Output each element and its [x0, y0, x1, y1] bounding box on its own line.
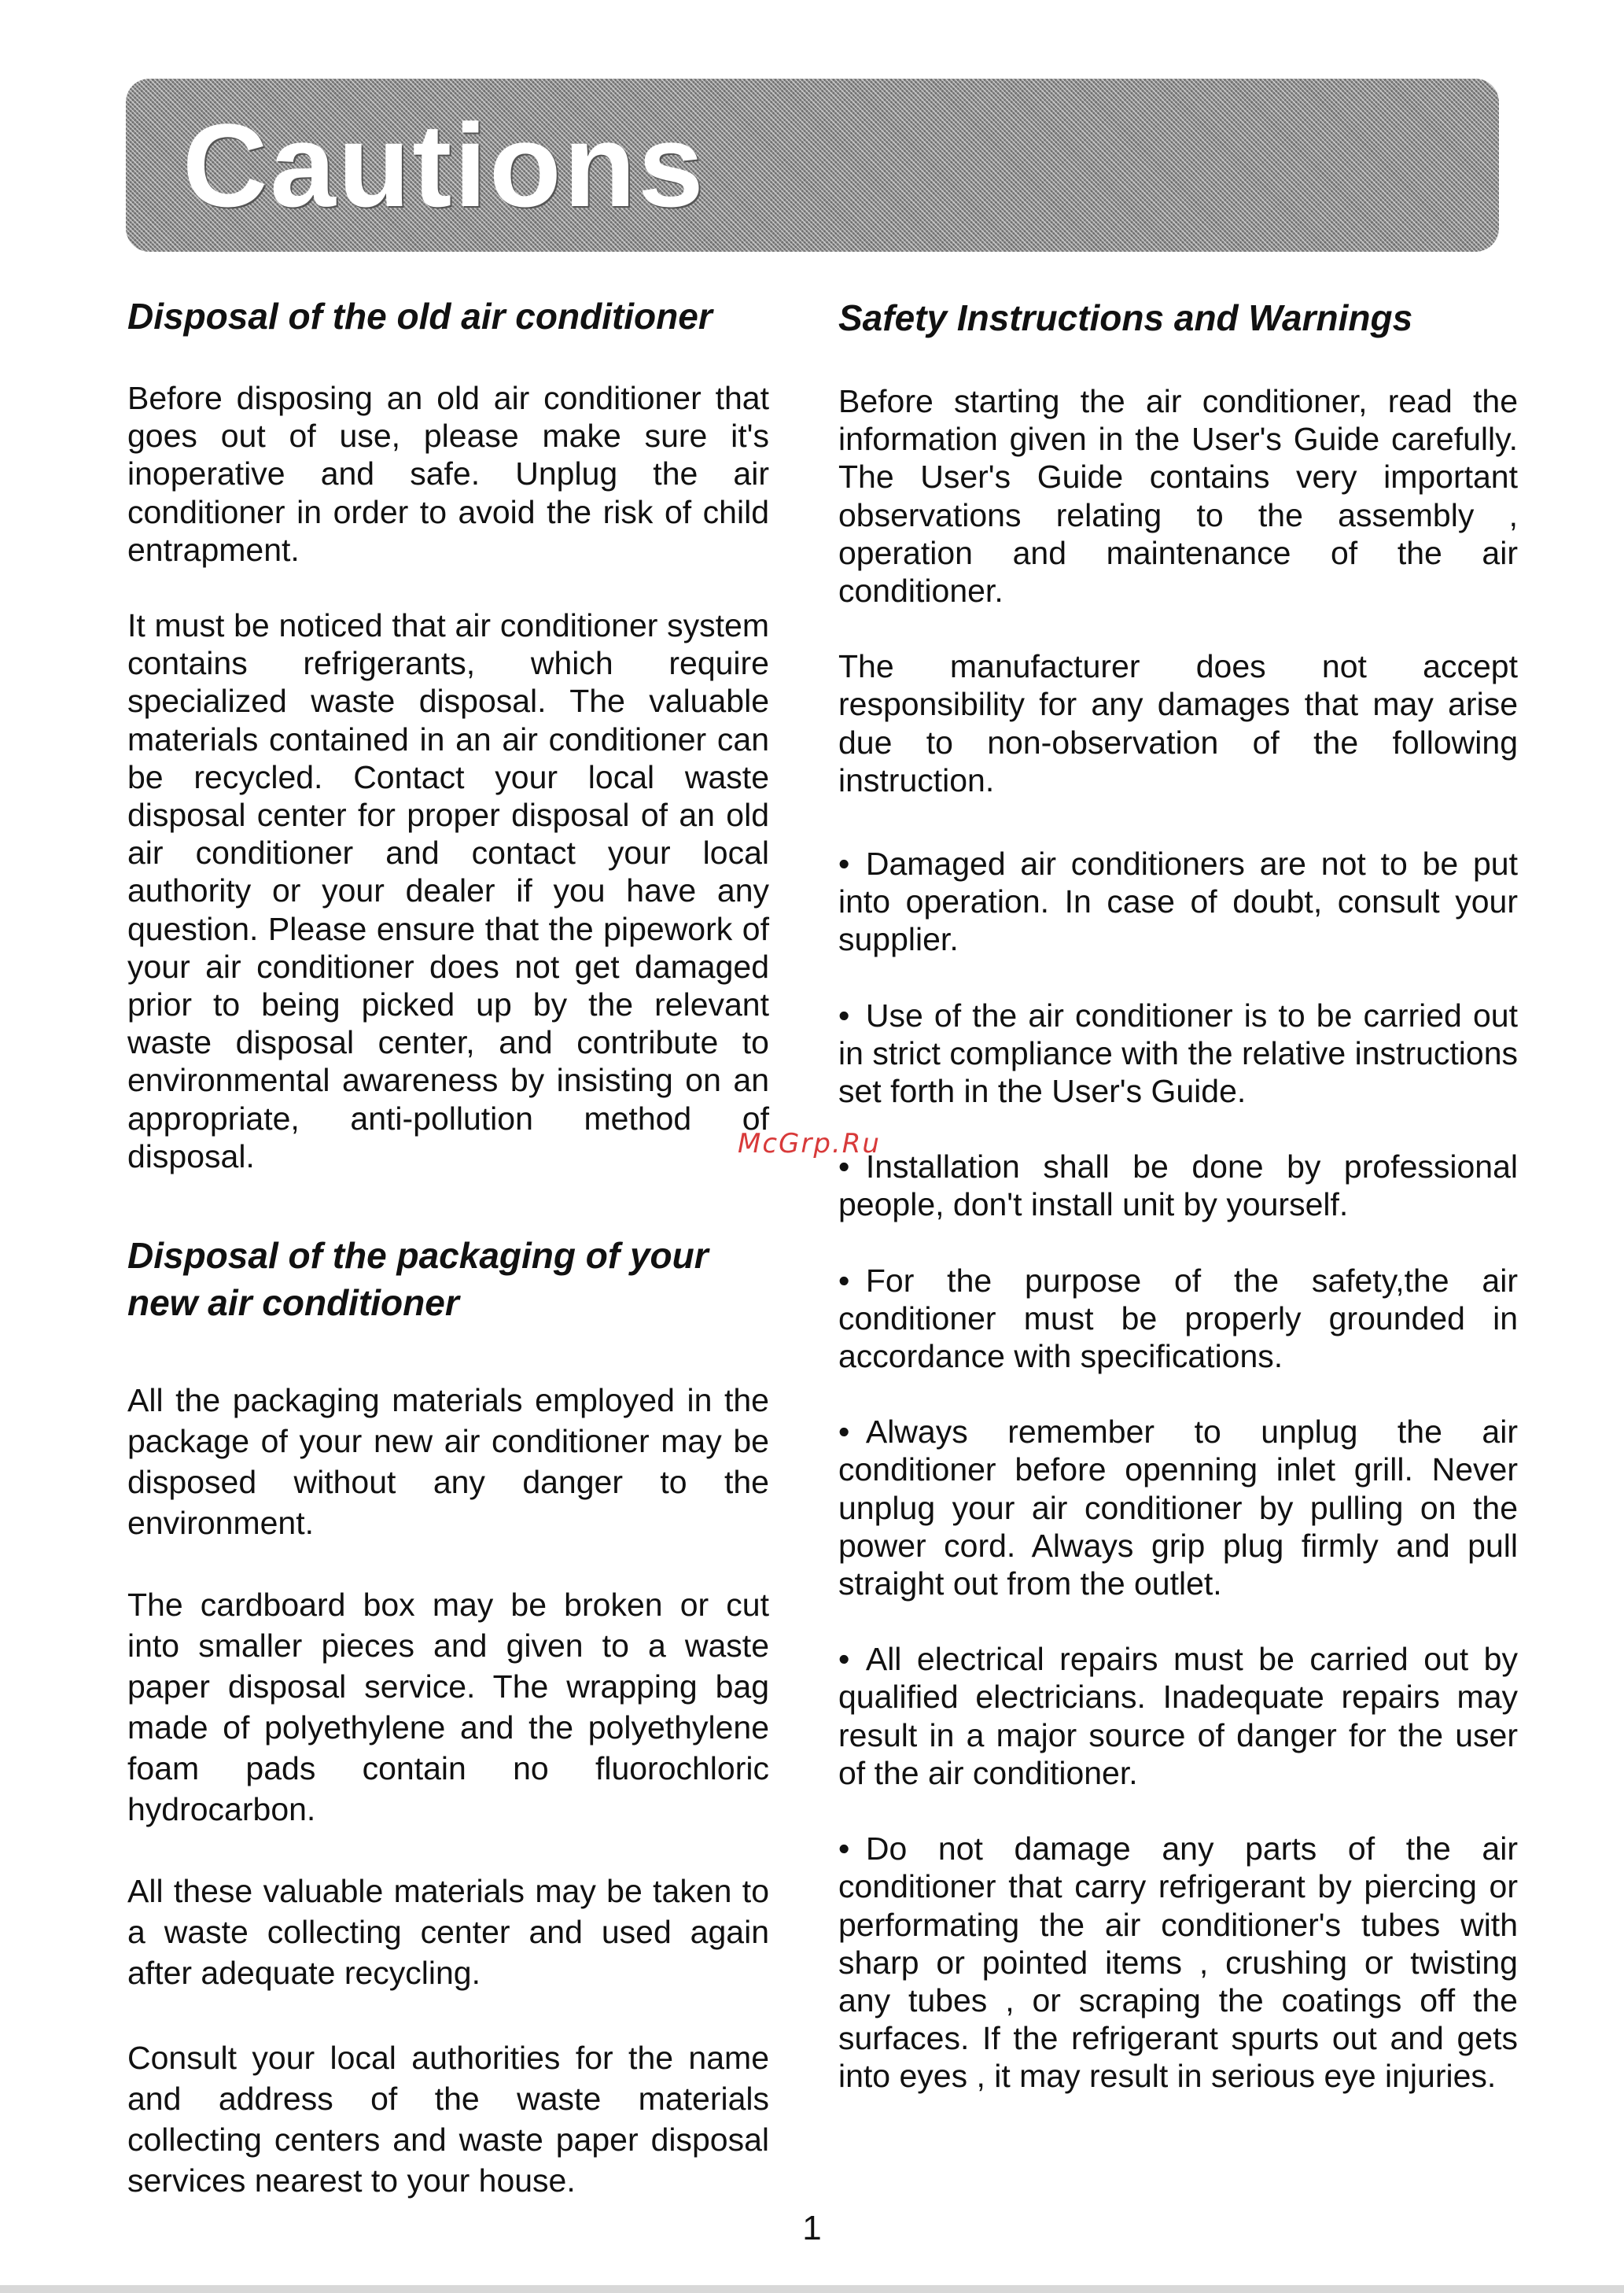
bullet-item: • For the purpose of the safety,the air conditioner must be properly grounded in accordance with specifications. — [838, 1262, 1518, 1376]
bullet-item: • Use of the air conditioner is to be carried out in strict compliance with the relative instructions set forth in the User's Guide. — [838, 997, 1518, 1111]
paragraph: All the packaging materials employed in the package of your new air conditioner may be disposed without any danger to the environment. — [127, 1382, 769, 1542]
bullet-item: • Installation shall be done by professional people, don't install unit by yourself. — [838, 1148, 1518, 1223]
bullet-item: • Damaged air conditioners are not to be put into operation. In case of doubt, consult your supplier. — [838, 845, 1518, 959]
paragraph: Consult your local authorities for the name and address of the waste materials collecting centers and waste paper disposal services nearest to your house. — [127, 2040, 769, 2199]
paragraph: Before disposing an old air conditioner that goes out of use, please make sure it's inoperative and safe. Unplug the air conditioner in order to avoid the risk of child entrapment. — [127, 380, 769, 568]
bullet-item: • Do not damage any parts of the air conditioner that carry refrigerant by piercing or performating the air conditioner's tubes with sharp or pointed items , crushing or twisting any tubes , or scraping the coatings off the surfaces. If the refrigerant spurts out and gets into eyes , it may result in serious eye injuries. — [838, 1830, 1518, 2095]
bullet-item: • Always remember to unplug the air conditioner before openning inlet grill. Never unplug your air conditioner by pulling on the power cord. Always grip plug firmly and pull straight out from the outlet. — [838, 1413, 1518, 1602]
bullet-item: • All electrical repairs must be carried out by qualified electricians. Inadequate repairs may result in a major source of danger for the user of the air conditioner. — [838, 1640, 1518, 1792]
left-column — [127, 293, 769, 2201]
paragraph: All these valuable materials may be taken to a waste collecting center and used again after adequate recycling. — [127, 1873, 769, 1992]
bottom-divider — [0, 2285, 1624, 2293]
right-column — [838, 293, 1518, 2096]
cautions-banner — [126, 79, 1499, 252]
paragraph: It must be noticed that air conditioner system contains refrigerants, which require specialized waste disposal. The valuable materials contained in an air conditioner can be recycled. Contact your local waste disposal center for proper disposal of an old air conditioner and contact your local authority or your dealer if you have any question. Please ensure that the pipework of your air conditioner does not get damaged prior to being picked up by the relevant waste disposal center, and contribute to environmental awareness by insisting on an appropriate, anti-pollution method of disposal. — [127, 607, 769, 1174]
page-title: Cautions — [182, 99, 706, 231]
paragraph: Before starting the air conditioner, read the information given in the User's Guide carefully. The User's Guide contains very important observations relating to the assembly , operation and maintenance of the air conditioner. — [838, 383, 1518, 610]
section-heading-old-air-conditioner: Disposal of the old air conditioner — [127, 296, 713, 337]
page-number: 1 — [802, 2209, 822, 2247]
watermark: McGrp.Ru — [738, 1128, 881, 1159]
section-heading-safety: Safety Instructions and Warnings — [838, 297, 1413, 338]
paragraph: The manufacturer does not accept responsibility for any damages that may arise due to non-observation of the following instruction. — [838, 648, 1518, 798]
section-heading-packaging: Disposal of the packaging of your new air conditioner — [127, 1235, 709, 1324]
paragraph: The cardboard box may be broken or cut into smaller pieces and given to a waste paper disposal service. The wrapping bag made of polyethylene and the polyethylene foam pads contain no fluorochloric hydrocarbon. — [127, 1587, 769, 1828]
